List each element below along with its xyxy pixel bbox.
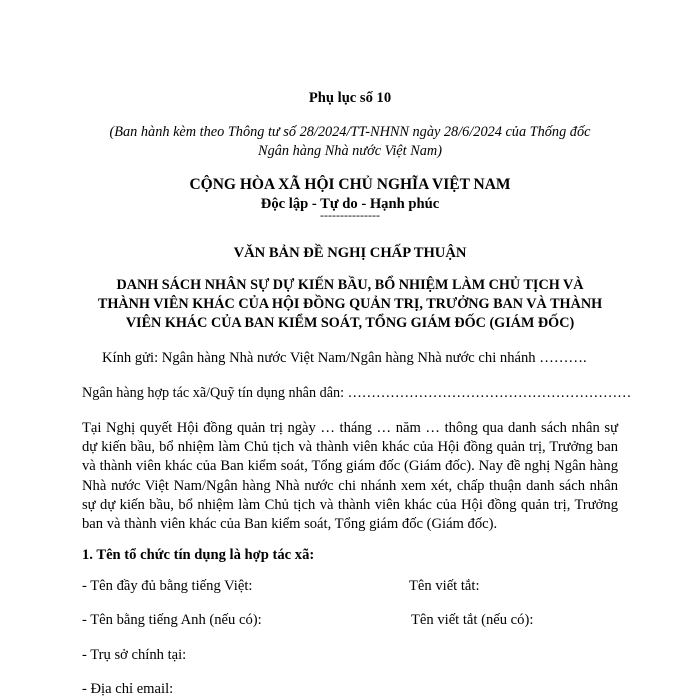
subject-line-3: VIÊN KHÁC CỦA BAN KIỂM SOÁT, TỔNG GIÁM ĐỐC (GIÁM ĐỐC): [125, 315, 575, 331]
field-full-name-vietnamese: - Tên đầy đủ bằng tiếng Việt:: [82, 578, 253, 594]
header-separator: ---------------: [320, 208, 380, 222]
field-short-name: Tên viết tắt:: [409, 578, 480, 594]
recipient-line: Kính gửi: Ngân hàng Nhà nước Việt Nam/Ngân hàng Nhà nước chi nhánh ……….: [102, 350, 587, 366]
field-email: - Địa chỉ email:: [82, 681, 174, 697]
subject-line-2: THÀNH VIÊN KHÁC CỦA HỘI ĐỒNG QUẢN TRỊ, TRƯỞNG BAN VÀ THÀNH: [97, 296, 603, 312]
field-name-english: - Tên bằng tiếng Anh (nếu có):: [82, 612, 262, 628]
national-motto: Độc lập - Tự do - Hạnh phúc: [260, 196, 440, 212]
appendix-title: Phụ lục số 10: [308, 90, 392, 106]
document-type-title: VĂN BẢN ĐỀ NGHỊ CHẤP THUẬN: [233, 245, 467, 261]
field-head-office: - Trụ sở chính tại:: [82, 647, 187, 663]
section-1-title: 1. Tên tổ chức tín dụng là hợp tác xã:: [82, 547, 315, 563]
field-short-name-optional: Tên viết tắt (nếu có):: [411, 612, 534, 628]
subject-line-1: DANH SÁCH NHÂN SỰ DỰ KIẾN BẦU, BỔ NHIỆM LÀM CHỦ TỊCH VÀ: [116, 277, 584, 293]
issued-by-line-1: (Ban hành kèm theo Thông tư số 28/2024/TT-NHNN ngày 28/6/2024 của Thống đốc: [109, 124, 591, 140]
institution-line: Ngân hàng hợp tác xã/Quỹ tín dụng nhân dân: ……………………………………………………: [82, 385, 632, 401]
request-paragraph: Tại Nghị quyết Hội đồng quản trị ngày … tháng … năm … thông qua danh sách nhân sự dự kiến bầu, bổ nhiệm làm Chủ tịch và thành viên khác của Hội đồng quản trị, Trưởng ban và thành viên khác của Ban kiểm soát, Tổng giám đốc (Giám đốc). Nay đề nghị Ngân hàng Nhà nước Việt Nam/Ngân hàng Nhà nước chi nhánh xem xét, chấp thuận danh sách nhân sự dự kiến bầu, bổ nhiệm làm Chủ tịch và thành viên khác của Hội đồng quản trị, Trưởng ban và thành viên khác của Ban kiểm soát, Tổng giám đốc (Giám đốc).: [82, 420, 618, 533]
issued-by-line-2: Ngân hàng Nhà nước Việt Nam): [258, 143, 442, 159]
country-name: CỘNG HÒA XÃ HỘI CHỦ NGHĨA VIỆT NAM: [189, 176, 511, 193]
